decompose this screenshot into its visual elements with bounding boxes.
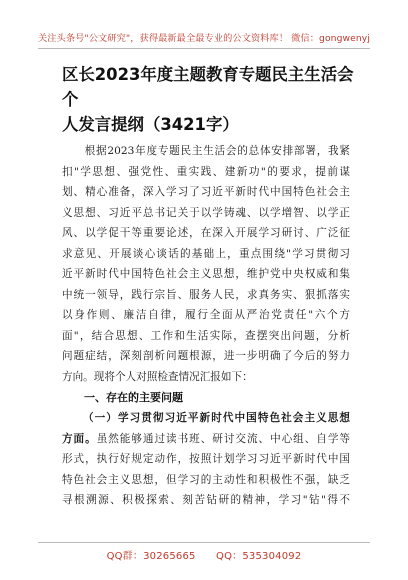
footer-contact: QQ群：30265665 QQ：535304092 <box>106 551 302 562</box>
header-banner: 关注头条号"公文研究"，获得最新最全最专业的公文资料库！ 微信：gongwenyj <box>38 33 370 44</box>
title-line-2: 人发言提纲（3421字） <box>62 115 239 134</box>
section-heading: 一、存在的主要问题 <box>84 391 183 404</box>
text-line: 方向。现将个人对照检查情况汇报如下： <box>62 370 253 383</box>
text-line: 寻根溯源、积极探索、刻苦钻研的精神，学习"钻"得不 <box>62 494 350 506</box>
header-divider <box>38 48 370 49</box>
text-line: 中统一领导，践行宗旨、服务人民，求真务实、狠抓落实 <box>62 288 350 301</box>
text-line: 形式，执行好规定动作，按照计划学习习近平新时代中国 <box>62 453 350 465</box>
document-title <box>62 62 362 137</box>
intro-paragraph <box>62 141 350 387</box>
text-line: 以身作则、廉洁自律，履行全面从严治党责任"六个方 <box>62 309 350 321</box>
text-line: 根据2023年度专题民主生活会的总体安排部署，我紧 <box>62 145 350 157</box>
subsection-heading: （一）学习贯彻习近平新时代中国特色社会主义思想 <box>83 412 350 424</box>
subsection-paragraph <box>62 408 350 511</box>
text-line: 风、以学促干等重要论述，在深入开展学习研讨、广泛征 <box>62 227 350 239</box>
document-body <box>62 141 350 511</box>
footer-divider <box>38 542 370 543</box>
text-line: 划、精心准备，深入学习了习近平新时代中国特色社会主 <box>62 186 350 198</box>
text-line: 面"，结合思想、工作和生活实际，查摆突出问题，分析 <box>62 329 350 342</box>
text-line <box>62 429 350 450</box>
text-line: 问题症结，深刻剖析问题根源，进一步明确了今后的努力 <box>62 350 350 362</box>
text-line: 扣"学思想、强党性、重实践、建新功"的要求，提前谋 <box>62 165 350 178</box>
text-line: 特色社会主义思想，但学习的主动性和积极性不强，缺乏 <box>62 473 350 486</box>
page-header <box>0 0 408 58</box>
text-line: 近平新时代中国特色社会主义思想，维护党中央权威和集 <box>62 268 350 280</box>
title-line-1: 区长2023年度主题教育专题民主生活会个 <box>62 65 354 109</box>
text-line: 求意见、开展谈心谈话的基础上，重点围绕"学习贯彻习 <box>62 247 350 260</box>
subsection-heading-tail: 方面。 <box>62 432 97 445</box>
text-span: 虽然能够通过读书班、研讨交流、中心组、自学等 <box>96 432 350 445</box>
text-line: 义思想、习近平总书记关于以学铸魂、以学增智、以学正 <box>62 206 350 219</box>
